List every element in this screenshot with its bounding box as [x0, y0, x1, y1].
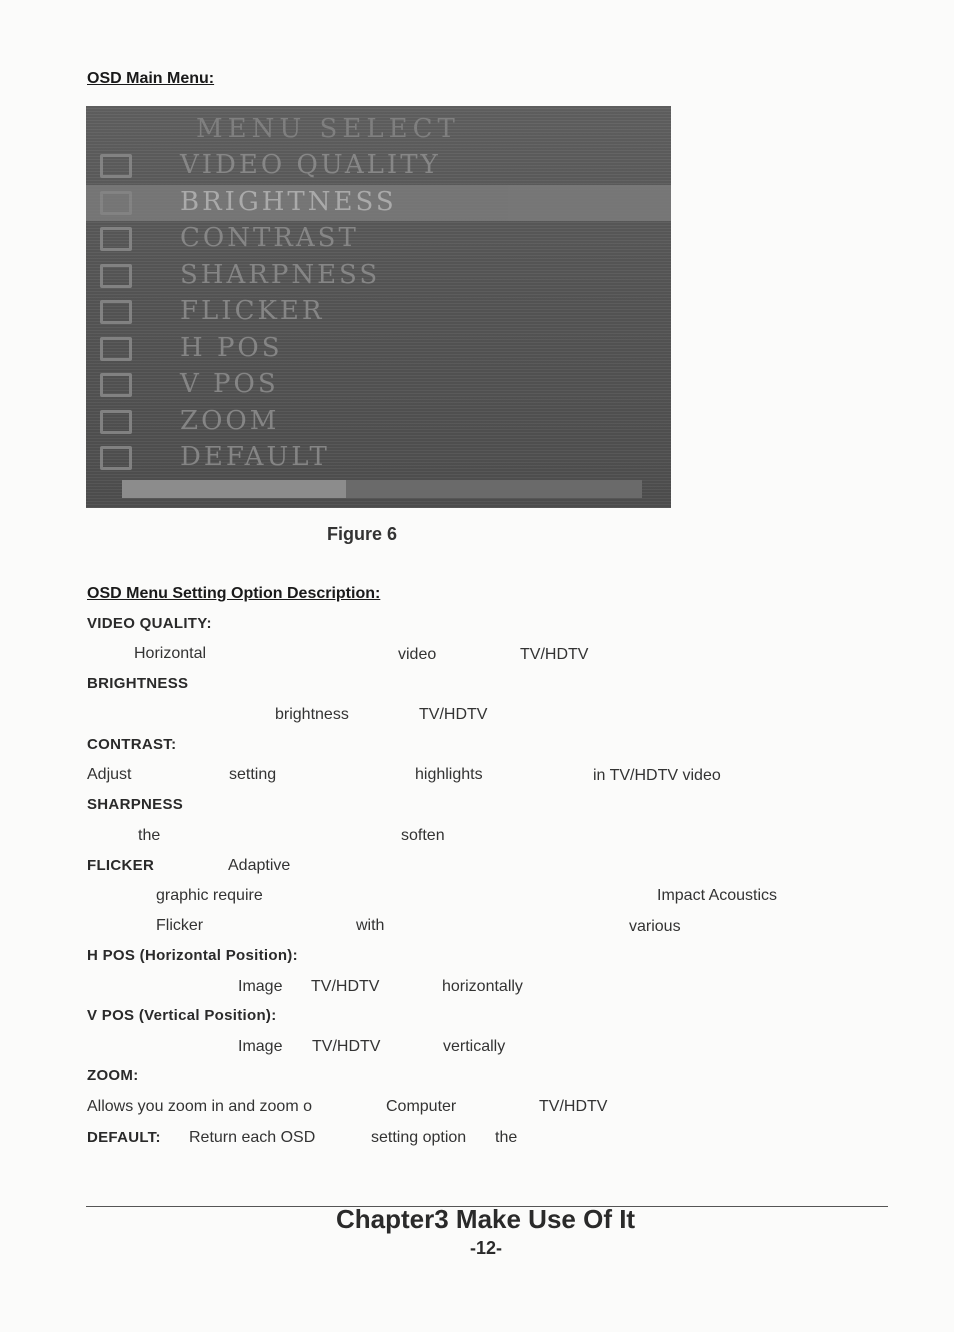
contrast-word: highlights: [415, 766, 483, 783]
osd-menu-row: [86, 331, 671, 367]
sharpness-word: the: [138, 827, 161, 844]
osd-row-icon: [100, 227, 132, 251]
osd-row-name: VIDEO QUALITY: [180, 150, 441, 180]
vpos-word: Image: [238, 1038, 283, 1055]
default-word: setting option: [371, 1129, 467, 1146]
zoom-word: TV/HDTV: [539, 1098, 608, 1115]
default-word: the: [495, 1129, 518, 1146]
figure-caption: Figure 6: [327, 524, 398, 544]
osd-menu-row: [86, 185, 671, 221]
description-heading: OSD Menu Setting Option Description:: [87, 585, 381, 602]
osd-menu-row: [86, 367, 671, 403]
video-quality-label: VIDEO QUALITY:: [87, 615, 212, 632]
default-word: Return each OSD: [189, 1129, 316, 1146]
flicker-word: Adaptive: [228, 857, 291, 874]
osd-row-name: BRIGHTNESS: [180, 186, 397, 217]
osd-row-icon: [100, 300, 132, 324]
osd-row-name: H POS: [180, 332, 283, 363]
osd-menu-row: [86, 404, 671, 440]
vpos-word: vertically: [443, 1038, 506, 1055]
hpos-label: H POS (Horizontal Position):: [87, 947, 298, 964]
flicker-word: graphic require: [156, 887, 263, 904]
osd-menu-row: [86, 440, 671, 476]
sharpness-label: SHARPNESS: [87, 796, 184, 813]
osd-level-fill: [122, 480, 346, 498]
contrast-word: setting: [229, 766, 277, 783]
osd-row-icon: [100, 337, 132, 361]
osd-row-name: ZOOM: [180, 405, 280, 436]
osd-menu-row: [86, 294, 671, 330]
osd-row-icon: [100, 410, 132, 434]
contrast-word: in TV/HDTV video: [593, 767, 721, 784]
sharpness-word: soften: [401, 827, 445, 844]
osd-row-icon: [100, 191, 132, 215]
brightness-word: TV/HDTV: [419, 706, 488, 723]
brightness-label: BRIGHTNESS: [87, 675, 189, 692]
osd-row-icon: [100, 154, 132, 178]
osd-row-icon: [100, 264, 132, 288]
flicker-word: various: [629, 918, 681, 935]
flicker-word: Flicker: [156, 917, 204, 934]
video-quality-word: TV/HDTV: [520, 646, 589, 663]
zoom-word: Computer: [386, 1098, 457, 1115]
osd-menu-row: [86, 221, 671, 257]
osd-main-menu-heading: OSD Main Menu:: [87, 70, 215, 87]
vpos-word: TV/HDTV: [312, 1038, 381, 1055]
flicker-word: Impact Acoustics: [657, 887, 778, 904]
osd-row-name: CONTRAST: [180, 223, 359, 253]
osd-menu-image: [86, 106, 671, 508]
default-label: DEFAULT:: [87, 1129, 161, 1146]
contrast-label: CONTRAST:: [87, 736, 177, 753]
osd-row-name: DEFAULT: [180, 442, 330, 472]
osd-title: MENU SELECT: [196, 114, 460, 144]
page-number: -12-: [470, 1238, 503, 1258]
video-quality-word: Horizontal: [134, 645, 207, 662]
zoom-label: ZOOM:: [87, 1067, 139, 1084]
flicker-label: FLICKER: [87, 857, 155, 874]
osd-row-name: FLICKER: [180, 296, 325, 326]
contrast-word: Adjust: [87, 766, 132, 783]
osd-row-icon: [100, 373, 132, 397]
osd-menu-row: [86, 258, 671, 294]
flicker-word: with: [356, 917, 385, 934]
osd-menu-row: [86, 148, 671, 184]
chapter-title: Chapter3 Make Use Of It: [336, 1204, 636, 1234]
osd-level-bar: [122, 480, 642, 498]
osd-row-name: SHARPNESS: [180, 259, 381, 290]
osd-row-icon: [100, 446, 132, 470]
video-quality-word: video: [398, 646, 437, 663]
brightness-word: brightness: [275, 706, 349, 723]
hpos-word: TV/HDTV: [311, 978, 380, 995]
osd-row-name: V POS: [180, 369, 279, 399]
zoom-word: Allows you zoom in and zoom o: [87, 1098, 312, 1115]
hpos-word: Image: [238, 978, 283, 995]
vpos-label: V POS (Vertical Position):: [87, 1007, 277, 1024]
hpos-word: horizontally: [442, 978, 523, 995]
